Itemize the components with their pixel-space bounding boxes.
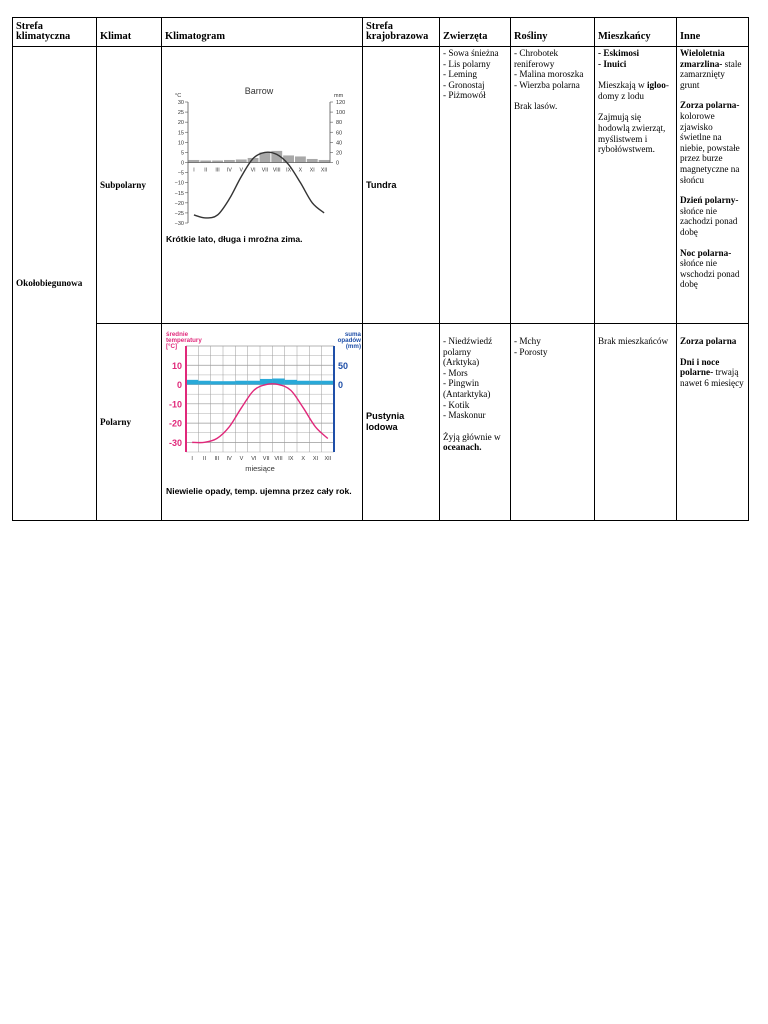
precipitation-bar bbox=[283, 155, 294, 162]
x-tick-label: IX bbox=[288, 456, 294, 462]
term: Noc polarna- bbox=[680, 247, 732, 258]
header-cell: Klimatogram bbox=[162, 18, 363, 47]
term: Wieloletnia zmarzlina- bbox=[680, 48, 725, 69]
other-note bbox=[680, 100, 745, 185]
definition: słońce nie wschodzi ponad dobę bbox=[680, 258, 740, 290]
precipitation-bar bbox=[309, 381, 321, 385]
precipitation-bar bbox=[198, 381, 210, 385]
x-tick-label: X bbox=[301, 456, 306, 462]
x-tick-label: IV bbox=[226, 456, 232, 462]
animals-cell bbox=[440, 47, 511, 324]
animals-note bbox=[443, 432, 507, 453]
definition: kolorowe zjawisko świetlne na niebie, powstałe przez burze magnetyczne na słońcu bbox=[680, 110, 740, 185]
y-tick-label: −30 bbox=[174, 221, 184, 227]
precipitation-bar bbox=[235, 381, 247, 385]
chart-caption: Niewielie opady, temp. ujemna przez cały rok. bbox=[166, 486, 352, 496]
climatogram-cell bbox=[162, 324, 363, 521]
y-tick-label: -20 bbox=[168, 418, 182, 429]
y-tick-label: 10 bbox=[177, 140, 184, 147]
y-tick-label: −5 bbox=[177, 170, 184, 177]
x-tick-label: XII bbox=[320, 167, 328, 174]
chart-caption: Krótkie lato, długa i mroźna zima. bbox=[166, 234, 303, 244]
header-cell: Inne bbox=[677, 18, 749, 47]
y2-tick-label: 0 bbox=[336, 160, 340, 167]
plants-cell bbox=[511, 324, 595, 521]
precipitation-bar bbox=[223, 381, 235, 384]
precipitation-bar bbox=[186, 380, 198, 385]
x-tick-label: I bbox=[193, 167, 195, 174]
list-item: - Leming bbox=[443, 69, 477, 80]
list-item: - Sowa śnieżna bbox=[443, 48, 499, 58]
term: Zorza polarna- bbox=[680, 100, 740, 111]
text: oceanach. bbox=[443, 442, 482, 453]
chart-title: Barrow bbox=[244, 86, 274, 96]
y-tick-label: 5 bbox=[180, 150, 184, 157]
other-cell bbox=[677, 47, 749, 324]
table-row bbox=[13, 324, 749, 521]
list-item: - Maskonur bbox=[443, 410, 486, 421]
precipitation-bar bbox=[236, 159, 247, 162]
x-tick-label: IV bbox=[226, 167, 232, 174]
landscape-cell: Tundra bbox=[363, 47, 440, 324]
y-tick-label: -10 bbox=[168, 399, 182, 410]
text: -domy z lodu bbox=[598, 80, 669, 101]
y-tick-label: 30 bbox=[177, 100, 184, 106]
y2-tick-label: 0 bbox=[338, 380, 344, 391]
x-tick-label: II bbox=[204, 167, 208, 174]
y-tick-label: -30 bbox=[168, 437, 182, 448]
x-tick-label: II bbox=[202, 456, 207, 462]
inhabitants-text: Brak mieszkańców bbox=[598, 336, 669, 346]
text: igloo bbox=[646, 80, 666, 91]
y-tick-label: −15 bbox=[174, 190, 184, 197]
other-note bbox=[680, 357, 745, 389]
plants-list bbox=[514, 48, 591, 90]
x-tick-label: V bbox=[239, 167, 243, 174]
header-row bbox=[13, 18, 749, 47]
climatogram-cell bbox=[162, 47, 363, 324]
inhabitants-housing bbox=[598, 80, 673, 101]
text: Mieszkają w bbox=[598, 80, 647, 91]
list-item: - Mchy bbox=[514, 336, 541, 346]
x-tick-label: XII bbox=[324, 456, 332, 462]
plants-cell bbox=[511, 47, 595, 324]
y-tick-label: 25 bbox=[177, 110, 184, 117]
inhabitant-item: - Inuici bbox=[598, 58, 627, 69]
term: Dni i noce polarne- bbox=[680, 356, 720, 378]
list-item: - Wierzba polarna bbox=[514, 79, 580, 90]
list-item: - Pingwin bbox=[443, 378, 479, 389]
y-tick-label: 20 bbox=[177, 120, 184, 127]
barrow-climatogram bbox=[162, 47, 363, 324]
x-tick-label: I bbox=[191, 456, 193, 462]
other-note bbox=[680, 48, 745, 90]
y-axis-label: temperatury bbox=[166, 337, 202, 344]
y-tick-label: −10 bbox=[174, 180, 184, 187]
list-item: reniferowy bbox=[514, 58, 555, 69]
y2-tick-label: 20 bbox=[336, 150, 343, 157]
y-axis-label: średnie bbox=[166, 331, 189, 338]
x-tick-label: X bbox=[298, 167, 303, 174]
list-item: - Mors bbox=[443, 367, 468, 378]
list-item: - Kotik bbox=[443, 399, 470, 410]
animals-list bbox=[443, 336, 507, 421]
plants-note: Brak lasów. bbox=[514, 101, 558, 112]
y2-tick-label: 50 bbox=[338, 360, 349, 371]
list-item: polarny bbox=[443, 346, 472, 357]
x-tick-label: VI bbox=[250, 167, 256, 174]
list-item: (Arktyka) bbox=[443, 357, 480, 368]
y2-tick-label: 60 bbox=[336, 130, 343, 137]
header-cell: Zwierzęta bbox=[440, 18, 511, 47]
x-tick-label: XI bbox=[309, 167, 315, 174]
definition: stale zamarznięty grunt bbox=[680, 58, 742, 90]
other-note bbox=[680, 195, 745, 237]
y-tick-label: 10 bbox=[171, 360, 182, 371]
y2-axis-label: (mm) bbox=[345, 343, 361, 350]
header-cell: Strefa krajobrazowa bbox=[363, 18, 440, 47]
list-item: - Malina moroszka bbox=[514, 69, 584, 80]
animals-cell bbox=[440, 324, 511, 521]
header-cell: Mieszkańcy bbox=[595, 18, 677, 47]
text: Żyją głównie w bbox=[443, 431, 501, 442]
inhabitants-cell bbox=[595, 324, 677, 521]
y2-tick-label: 40 bbox=[336, 140, 343, 147]
y-axis-label: [°C] bbox=[166, 343, 178, 350]
x-tick-label: III bbox=[215, 167, 220, 174]
animals-list bbox=[443, 48, 507, 101]
y2-axis-label: opadów bbox=[337, 337, 361, 344]
definition: słońce nie zachodzi ponad dobę bbox=[680, 205, 738, 237]
other-note bbox=[680, 248, 745, 290]
definition: trwają nawet 6 miesięcy bbox=[680, 367, 744, 388]
x-tick-label: XI bbox=[312, 456, 319, 462]
y-tick-label: 15 bbox=[177, 130, 184, 137]
other-cell bbox=[677, 324, 749, 521]
climate-cell: Polarny bbox=[97, 324, 162, 521]
list-item: (Antarktyka) bbox=[443, 388, 491, 399]
y2-tick-label: 80 bbox=[336, 120, 343, 127]
x-axis-label: miesiące bbox=[245, 464, 275, 473]
precipitation-bar bbox=[322, 381, 334, 385]
x-tick-label: VII bbox=[262, 456, 270, 462]
x-tick-label: III bbox=[214, 456, 220, 462]
x-tick-label: IX bbox=[286, 167, 292, 174]
precipitation-bar bbox=[285, 380, 297, 385]
precipitation-bar bbox=[297, 381, 309, 385]
list-item: - Chrobotek bbox=[514, 48, 559, 58]
header-cell: Rośliny bbox=[511, 18, 595, 47]
table-row bbox=[13, 47, 749, 324]
list-item: - Gronostaj bbox=[443, 79, 485, 90]
climate-cell: Subpolarny bbox=[97, 47, 162, 324]
inhabitants-activities: Zajmują się hodowlą zwierząt, myślistwem i rybołówstwem. bbox=[598, 112, 666, 155]
x-tick-label: V bbox=[239, 456, 244, 462]
list-item: - Lis polarny bbox=[443, 58, 491, 69]
header-cell: Klimat bbox=[97, 18, 162, 47]
precipitation-bar bbox=[295, 156, 306, 162]
y-axis-unit: °C bbox=[175, 93, 182, 99]
y-tick-label: 0 bbox=[180, 160, 184, 167]
inhabitants-cell bbox=[595, 47, 677, 324]
term: Dzień polarny- bbox=[680, 195, 739, 206]
plants-list bbox=[514, 336, 591, 357]
x-tick-label: VIII bbox=[274, 456, 283, 462]
y2-axis-label: suma bbox=[344, 331, 361, 338]
landscape-cell: Pustynia lodowa bbox=[363, 324, 440, 521]
climate-table bbox=[12, 17, 749, 521]
inhabitant-item: - Eskimosi bbox=[598, 48, 640, 58]
x-tick-label: VIII bbox=[272, 167, 281, 174]
other-note: Zorza polarna bbox=[680, 336, 737, 346]
y-tick-label: 0 bbox=[176, 380, 182, 391]
precipitation-bar bbox=[211, 381, 223, 384]
precipitation-bar bbox=[307, 159, 318, 163]
y2-axis-unit: mm bbox=[334, 93, 344, 99]
y2-tick-label: 100 bbox=[336, 110, 346, 117]
y-tick-label: −20 bbox=[174, 200, 184, 207]
y-tick-label: −25 bbox=[174, 210, 184, 217]
list-item: - Piżmowół bbox=[443, 90, 486, 101]
list-item: - Niedźwiedź bbox=[443, 336, 493, 346]
precipitation-bar bbox=[248, 381, 260, 385]
list-item: - Porosty bbox=[514, 346, 548, 357]
x-tick-label: VI bbox=[251, 456, 257, 462]
zone-cell: Okołobiegunowa bbox=[13, 47, 97, 521]
y2-tick-label: 120 bbox=[336, 100, 346, 106]
x-tick-label: VII bbox=[261, 167, 269, 174]
header-cell: Strefa klimatyczna bbox=[13, 18, 97, 47]
